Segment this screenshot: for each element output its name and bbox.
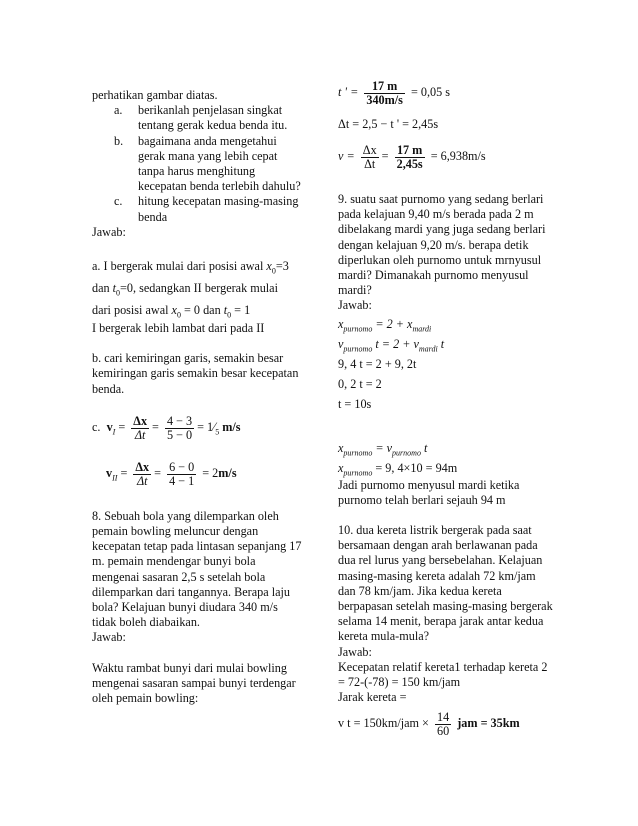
answer-10-line1: Kecepatan relatif kereta1 terhadap kereta 2 = 72-(-78) = 150 km/jam	[338, 659, 548, 690]
fraction	[167, 461, 196, 488]
denominator: 5 − 0	[166, 427, 193, 442]
fraction	[395, 144, 425, 171]
fraction	[133, 461, 151, 488]
answer-a-line3: dari posisi awal $x_0 = 0$ dan $t_0 = 1$	[92, 303, 251, 320]
answer-label: Jawab:	[92, 224, 126, 239]
question-8: 8. Sebuah bola yang dilemparkan oleh pemain bowling meluncur dengan kecepatan tetap pada lintasan sepanjang 17 m. pemain mendengar bunyi bola mengenai sasaran 2,5 s setelah bola dilemparkan dari tangannya. Berapa laju bola? Kelajuan bunyi diudara 340 m/s tidak boleh diabaikan.	[92, 508, 302, 630]
fraction	[435, 711, 451, 738]
result: = 6,938m/s	[430, 149, 486, 163]
math-rest: t = 2 + v	[375, 336, 419, 351]
denominator: Δt	[136, 473, 148, 488]
item-label: c.	[92, 419, 101, 434]
answer-a-line2: dan $t_0=0$, sedangkan II bergerak mulai	[92, 281, 278, 298]
item-text: hitung kecepatan masing-masing benda	[138, 194, 299, 224]
math-var: t	[423, 440, 428, 455]
math-var: t	[440, 336, 445, 351]
numerator: 4 − 3	[166, 413, 193, 428]
eq-velocity: v = $\frac{\Delta x}{\Delta t}$ = $\frac{17 m}{2,45s}$ = 6,938m/s	[338, 142, 486, 171]
math-var: t	[223, 303, 228, 318]
answer-b: b. cari kemiringan garis, semakin besar kemiringan garis semakin besar kecepatan benda.	[92, 351, 299, 396]
denominator: Δt	[364, 156, 376, 171]
lhs: t ' =	[338, 85, 359, 99]
numerator: Δx	[362, 142, 377, 157]
text: =0, sedangkan II bergerak mulai	[120, 281, 278, 296]
eq-6	[338, 438, 553, 458]
numerator: Δx	[135, 459, 150, 474]
item-text: berikanlah penjelasan singkat tentang gerak kedua benda itu.	[138, 103, 288, 133]
answer-9-text: Jadi purnomo menyusul mardi ketika purnomo telah berlari sejauh 94 m	[338, 477, 520, 507]
eq-7	[338, 458, 553, 478]
lhs: v t = 150km/jam ×	[338, 716, 429, 731]
unit: m/s	[218, 465, 237, 480]
answer-a-conclusion: I bergerak lebih lambat dari pada II	[92, 321, 265, 336]
fraction	[361, 144, 379, 171]
text: dari posisi awal	[92, 303, 169, 318]
fraction	[165, 415, 194, 442]
intro-text: perhatikan gambar diatas.	[92, 88, 218, 102]
math-sub: purnomo	[343, 448, 373, 458]
result-num: 1	[207, 419, 214, 434]
math-sub: purnomo	[343, 344, 373, 354]
velocity-eq-2: $v_{II}$ = $\frac{\Delta x}{\Delta t}$ = $\frac{6 - 0}{4 - 1}$ = 2m/s	[106, 459, 237, 488]
fraction	[364, 80, 405, 107]
answer-label: Jawab:	[92, 630, 126, 645]
math-sub: purnomo	[343, 324, 373, 334]
answer-8-text: Waktu rambat bunyi dari mulai bowling mengenai sasaran sampai bunyi terdengar oleh pemain bowling:	[92, 660, 296, 706]
text: dan	[92, 281, 110, 296]
velocity-eq-1: c. $v_I$ = $\frac{\Delta x}{\Delta t}$ = $\frac{4 - 3}{5 - 0}$ = $1⁄_5$ m/s	[92, 413, 241, 442]
math-var: v	[106, 465, 113, 480]
eq-t-prime	[338, 72, 553, 112]
denominator: 4 − 1	[169, 473, 195, 488]
answer-a-line1: a. I bergerak mulai dari posisi awal $x_0=3$	[92, 259, 289, 276]
numerator: Δx	[133, 413, 148, 428]
unit: m/s	[222, 419, 241, 434]
math-var: x	[338, 440, 344, 455]
eq-3: 9, 4 t = 2 + 9, 2t	[338, 356, 417, 371]
text: a. I bergerak mulai dari posisi awal	[92, 259, 264, 274]
numerator: 6 − 0	[169, 459, 195, 474]
eq-4: 0, 2 t = 2	[338, 376, 382, 391]
lhs: v =	[338, 149, 355, 163]
math-var: v	[338, 336, 344, 351]
denominator: 60	[436, 724, 450, 739]
item-label: a.	[114, 103, 123, 118]
numerator: 17 m	[395, 144, 425, 158]
math-var: x	[338, 460, 344, 475]
text: = 0 dan	[184, 303, 221, 318]
numerator: 17 m	[364, 80, 405, 94]
math-rest: = 9, 4×10 = 94m	[375, 460, 458, 475]
answer-label: Jawab:	[338, 298, 372, 313]
math-var: v	[106, 419, 113, 434]
question-9: 9. suatu saat purnomo yang sedang berlari pada kelajuan 9,40 m/s berada pada 2 m dibelakang mardi yang juga sedang berlari dengan kelajuan 9,20 m/s. berapa detik diperlukan oleh purnomo untuk mrnyusul mardi? Dimanakah purnomo menyusul mardi?	[338, 192, 546, 298]
math-var: x	[266, 259, 272, 274]
math-sub: purnomo	[392, 448, 421, 458]
eq-2	[338, 334, 553, 354]
denominator: 2,45s	[396, 156, 423, 171]
math-rest: = 2 + x	[375, 316, 413, 331]
text: = 1	[234, 303, 251, 318]
answer-10-line2: Jarak kereta =	[338, 690, 407, 705]
math-rest: = v	[375, 440, 393, 455]
eq-delta-t: Δt = 2,5 − t ' = 2,45s	[338, 117, 439, 131]
math-sub: II	[112, 473, 118, 483]
list-item	[92, 103, 304, 133]
math-sub: I	[112, 427, 116, 437]
question-10: 10. dua kereta listrik bergerak pada saat bersamaan dengan arah berlawanan pada dua rel lurus yang bersebelahan. Kelajuan masing-masing kereta adalah 72 km/jam dan 78 km/jam. Jika kedua kereta berpapasan setelah masing-masing bergerak selama 14 menit, berapa jarak antar kedua kereta mula-mula?	[338, 523, 553, 644]
result: = 2	[202, 465, 219, 480]
eq-distance	[338, 705, 553, 741]
math-sub: mardi	[412, 324, 432, 334]
eq-5: t = 10s	[338, 396, 372, 411]
item-label: c.	[114, 194, 123, 209]
numerator: 14	[436, 710, 450, 725]
math-sub: mardi	[418, 344, 438, 354]
right-column	[338, 0, 553, 741]
fraction	[131, 415, 149, 442]
item-text: bagaimana anda mengetahui gerak mana yang lebih cepat tanpa harus menghitung kecepatan benda terlebih dahulu?	[138, 133, 301, 194]
result: jam = 35km	[457, 716, 520, 731]
left-column	[92, 0, 304, 706]
math-var: x	[338, 316, 344, 331]
result: = 0,05 s	[410, 85, 451, 99]
denominator: 340m/s	[366, 92, 403, 107]
math-val: =3	[275, 259, 289, 274]
denominator: Δt	[134, 427, 146, 442]
result-den: 5	[215, 427, 220, 437]
list-item	[92, 194, 304, 224]
eq-1	[338, 314, 553, 334]
math-var: x	[171, 303, 177, 318]
math-sub: purnomo	[343, 468, 373, 478]
answer-label: Jawab:	[338, 644, 372, 659]
math-var: t	[112, 281, 117, 296]
list-item	[92, 134, 304, 195]
item-label: b.	[114, 133, 124, 148]
